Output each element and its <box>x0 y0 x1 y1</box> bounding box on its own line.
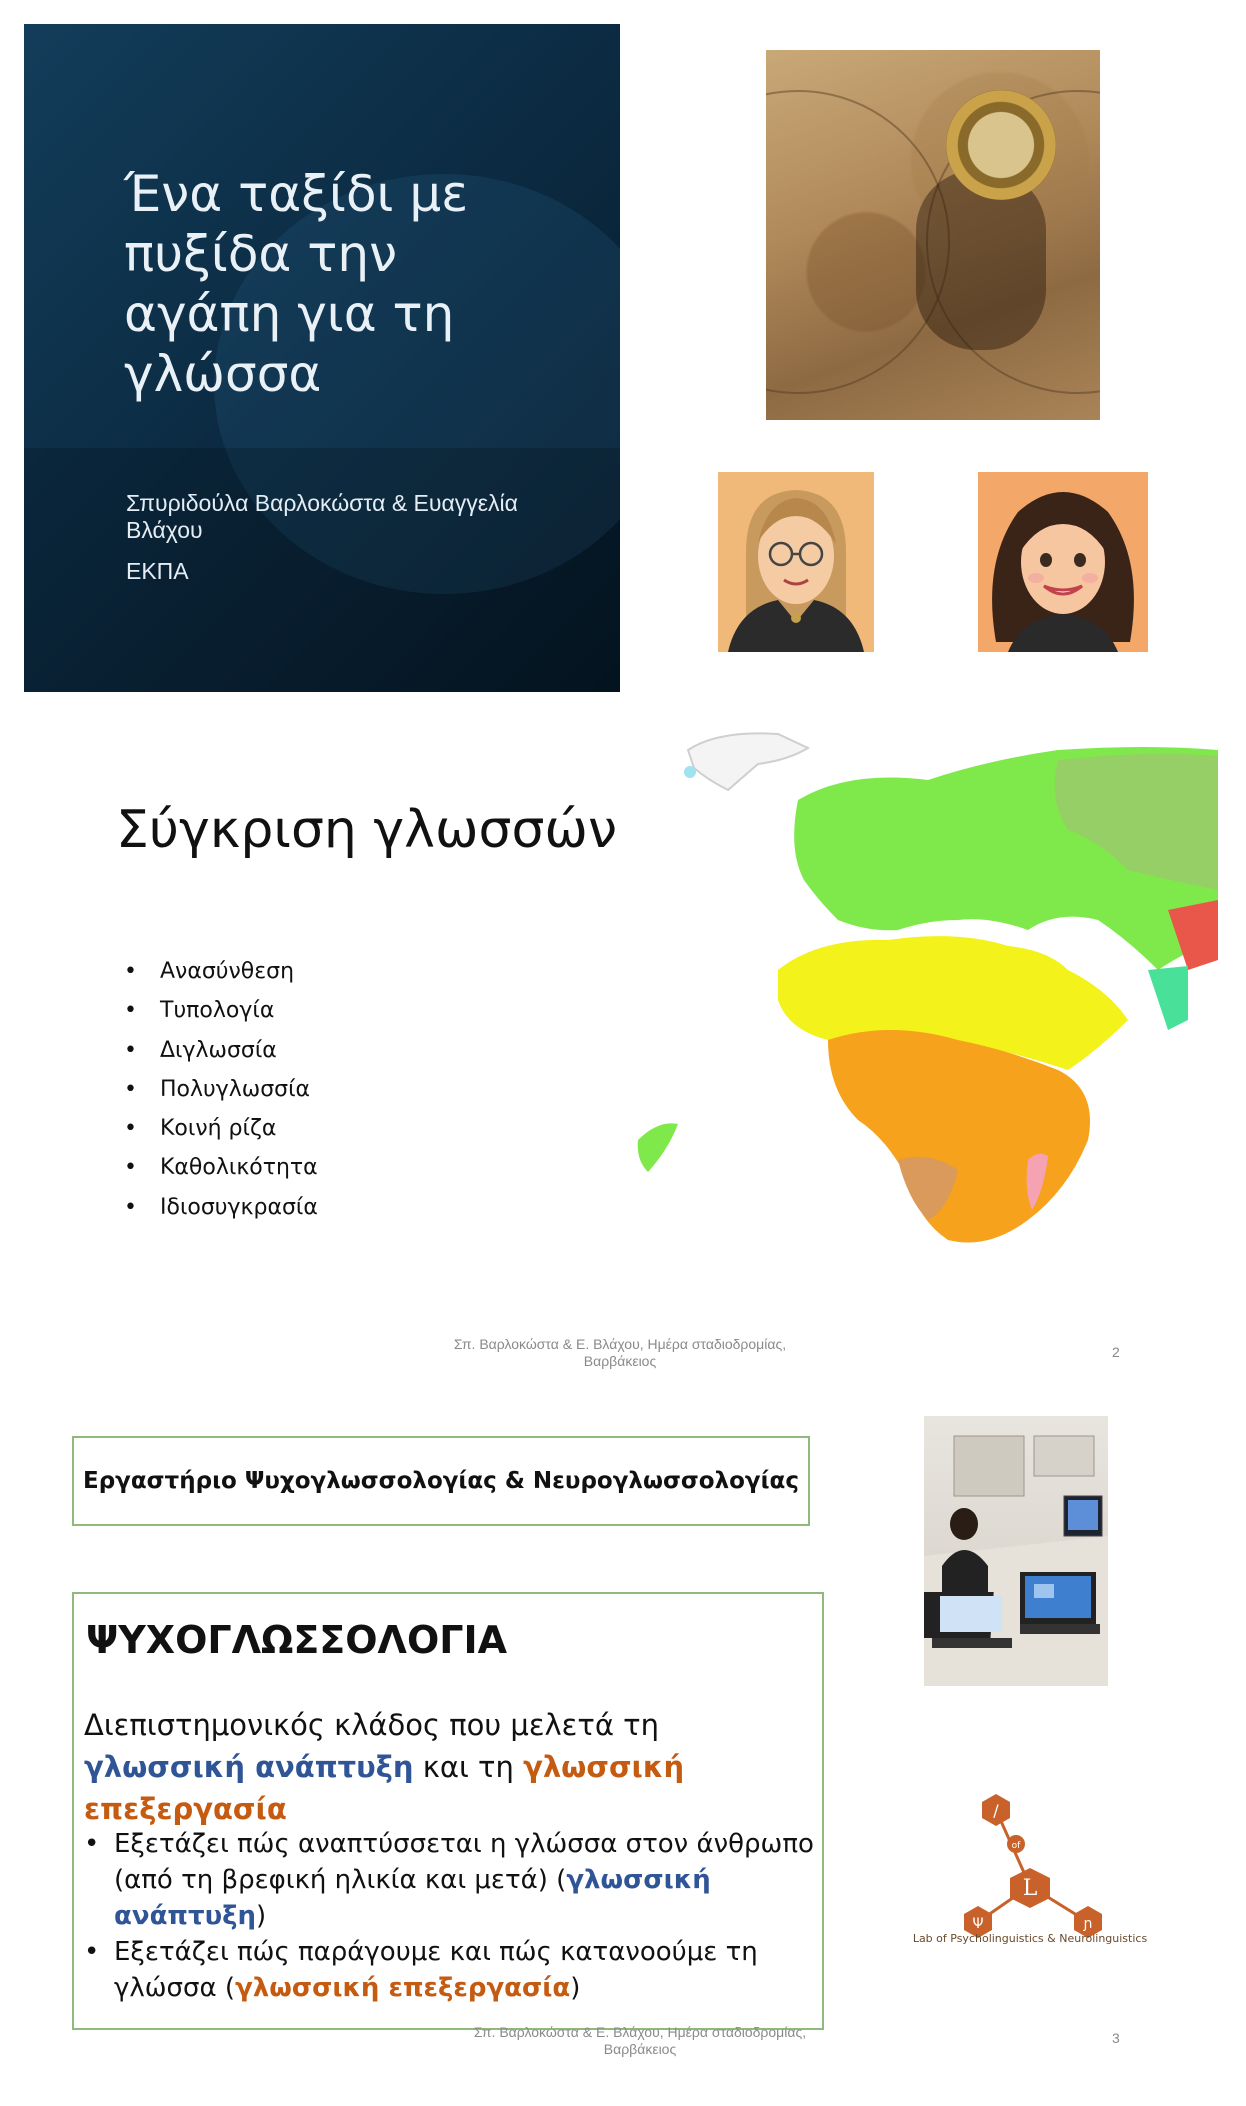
list-item: • Διγλωσσία <box>124 1031 318 1070</box>
logo-letter: ɲ <box>1083 1916 1093 1932</box>
slide1-title: Ένα ταξίδι με πυξίδα την αγάπη για τη γλώσσα <box>124 165 469 403</box>
avatar-author-1 <box>718 472 874 652</box>
logo-letter: Ψ <box>972 1916 984 1932</box>
list-item: • Τυπολογία <box>124 991 318 1030</box>
lab-photo-image <box>924 1416 1108 1686</box>
list-item: • Καθολικότητα <box>124 1148 318 1187</box>
slide2-footer: Σπ. Βαρλοκώστα & Ε. Βλάχου, Ημέρα σταδιοδρομίας, Βαρβάκειος <box>453 1336 787 1369</box>
keyword-language-development: γλωσσική ανάπτυξη <box>84 1750 414 1784</box>
slide3-footer: Σπ. Βαρλοκώστα & Ε. Βλάχου, Ημέρα σταδιοδρομίας, Βαρβάκειος <box>473 2024 807 2057</box>
compass-icon <box>946 90 1056 200</box>
psycholinguistics-definition <box>84 1704 814 1830</box>
lab-logo <box>900 1782 1160 1952</box>
slide2-page-number: 2 <box>1112 1344 1120 1360</box>
psycholinguistics-box <box>72 1592 824 2030</box>
keyword-language-processing: γλωσσική επεξεργασία <box>235 1973 571 2003</box>
keyword-language-processing: γλωσσική επεξεργασία <box>84 1750 685 1826</box>
list-item: • Πολυγλωσσία <box>124 1070 318 1109</box>
language-map-image <box>628 720 1218 1260</box>
title-slide-card <box>24 24 620 692</box>
slide2-bullet-list <box>124 952 318 1227</box>
lab-name-box <box>72 1436 810 1526</box>
psycholinguistics-bullet-list <box>84 1826 814 2006</box>
slide2-title: Σύγκριση γλωσσών <box>116 800 618 860</box>
lab-logo-caption: Lab of Psycholinguistics & Neurolinguistics <box>912 1932 1148 1945</box>
list-item: • Ανασύνθεση <box>124 952 318 991</box>
slide1-authors: Σπυριδούλα Βαρλοκώστα & Ευαγγελία Βλάχου <box>126 490 518 543</box>
psycholinguistics-heading: ΨΥΧΟΓΛΩΣΣΟΛΟΓΙΑ <box>86 1618 508 1662</box>
list-item: • Εξετάζει πώς αναπτύσσεται η γλώσσα στον άνθρωπο (από τη βρεφική ηλικία και μετά) (γλωσσική ανάπτυξη) <box>84 1826 814 1934</box>
logo-letter: L <box>1022 1876 1038 1901</box>
slide3-page-number: 3 <box>1112 2030 1120 2046</box>
compass-map-image <box>766 50 1100 420</box>
list-item: • Κοινή ρίζα <box>124 1109 318 1148</box>
logo-letter: / <box>993 1801 999 1820</box>
list-item: • Εξετάζει πώς παράγουμε και πώς κατανοούμε τη γλώσσα (γλωσσική επεξεργασία) <box>84 1934 814 2006</box>
keyword-language-development: γλωσσική ανάπτυξη <box>114 1865 711 1931</box>
decorative-band <box>24 448 620 692</box>
definition-text: Διεπιστημονικός κλάδος που μελετά τη <box>84 1708 659 1742</box>
avatar-author-2 <box>978 472 1148 652</box>
definition-text: και τη <box>413 1750 524 1784</box>
list-item: • Ιδιοσυγκρασία <box>124 1188 318 1227</box>
lab-name: Εργαστήριο Ψυχογλωσσολογίας & Νευρογλωσσολογίας <box>83 1468 799 1494</box>
slide1-affiliation: ΕΚΠΑ <box>126 558 189 584</box>
logo-letter: of <box>1011 1841 1021 1851</box>
